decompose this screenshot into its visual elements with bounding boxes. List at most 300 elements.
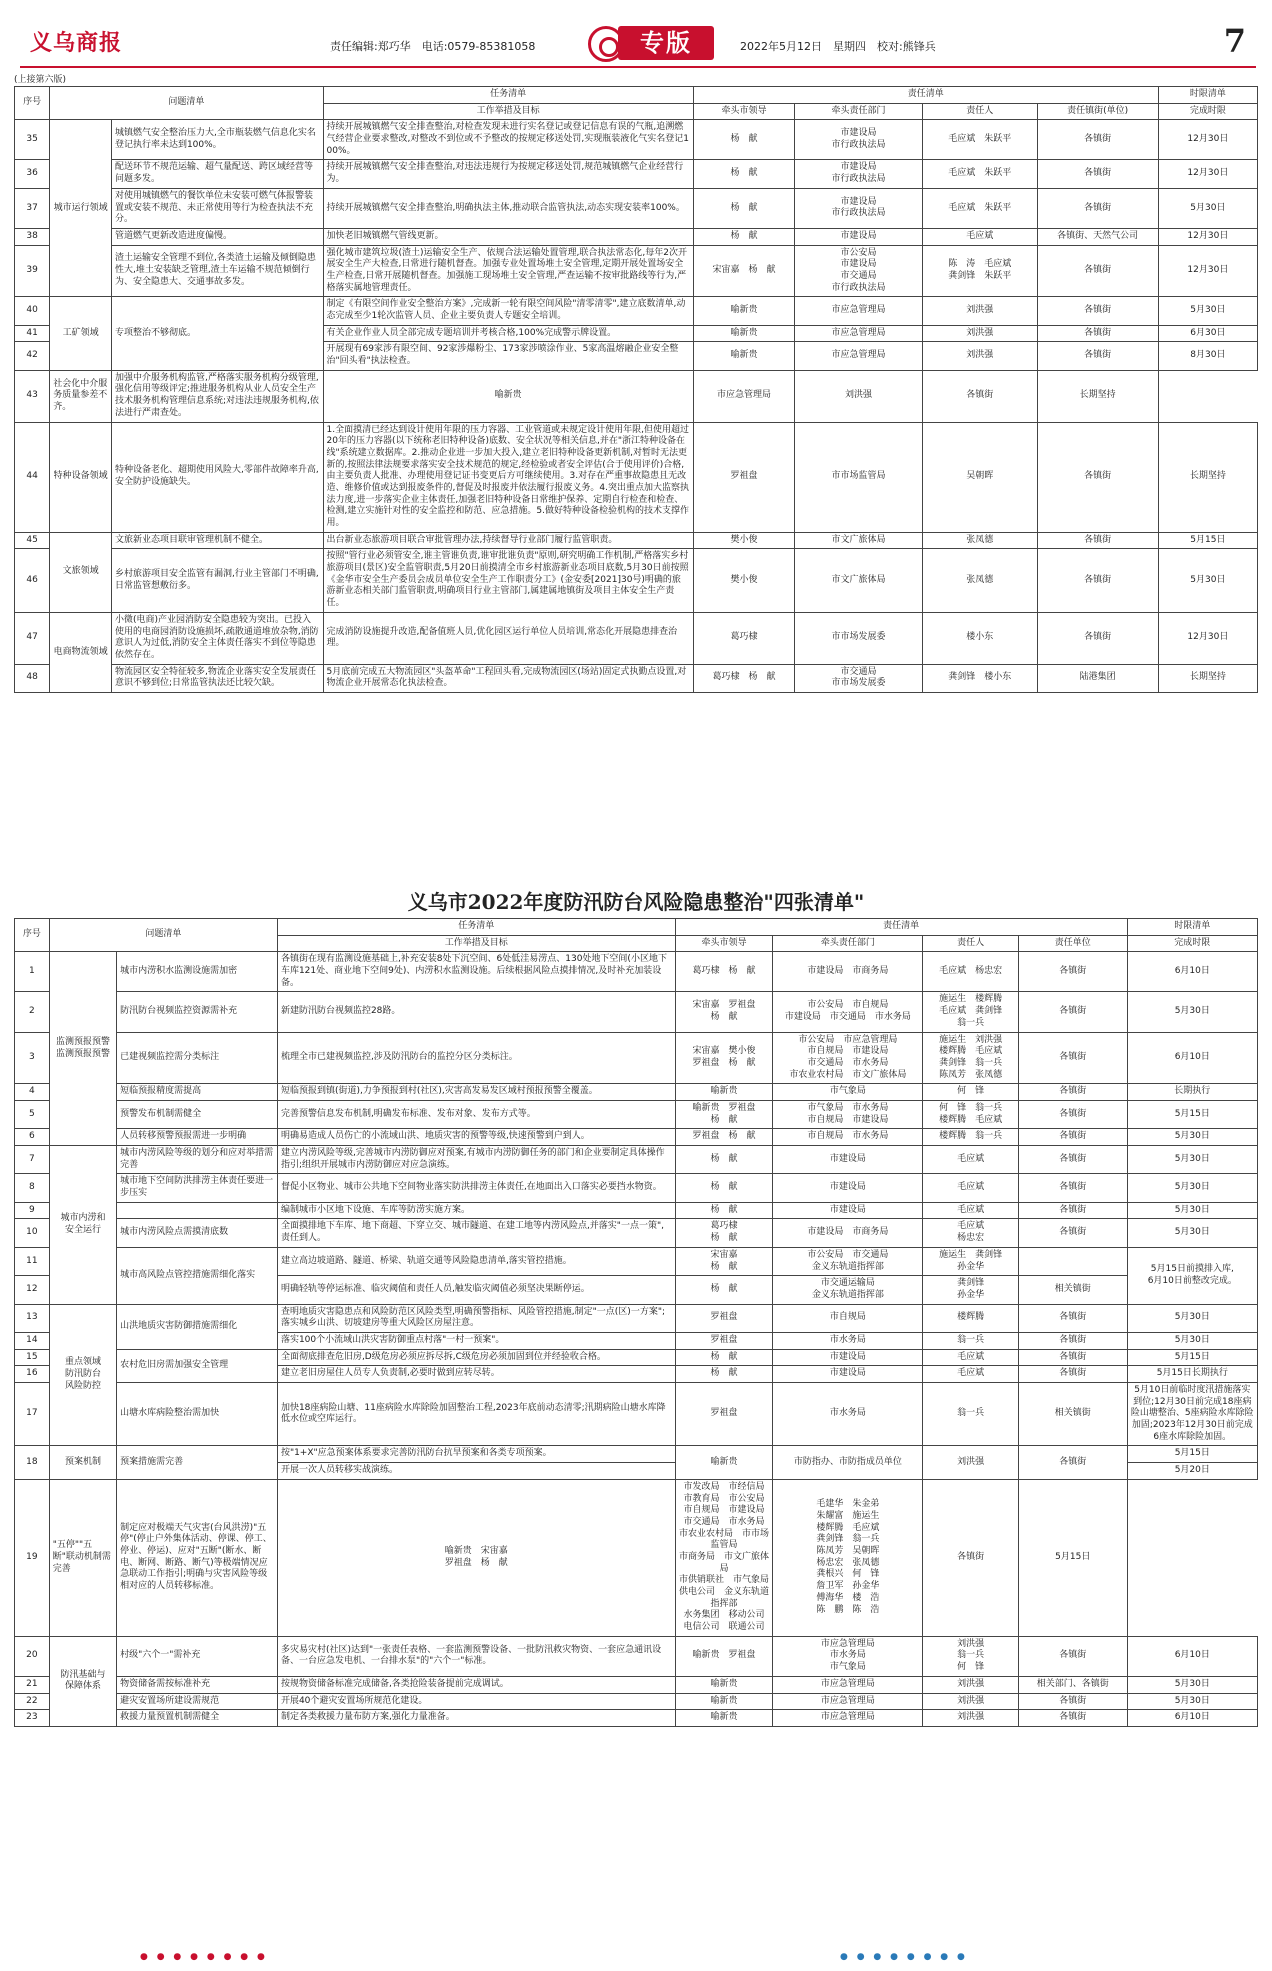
continued-note: (上接第六版)	[14, 75, 67, 85]
col-task: 任务清单	[277, 919, 675, 936]
col-task-sub: 工作举措及目标	[323, 103, 693, 120]
row-lead: 喻新贵	[693, 297, 794, 325]
row-number: 47	[15, 612, 50, 664]
section-title: 义乌市2022年度防汛防台风险隐患整治"四张清单"	[407, 890, 865, 914]
row-number: 17	[15, 1383, 50, 1446]
row-problem: 社会化中介服务质量参差不齐。	[50, 370, 112, 422]
row-measure: 建立老旧房屋住人员专人负责制,必要时做到应转尽转。	[277, 1366, 675, 1383]
table-row	[15, 1693, 1258, 1710]
row-problem: 小微(电商)产业园消防安全隐患较为突出。已投入使用的电商园消防设施损坏,疏散通道堆放杂物,消防意识人为过低,消防安全主体责任落实不到位等隐患依然存在。	[111, 612, 323, 664]
row-time: 12月30日	[1158, 120, 1257, 160]
masthead	[20, 18, 1256, 68]
row-person: 施运生 龚剑锋 孙金华	[923, 1247, 1019, 1275]
table-row	[15, 1219, 1258, 1247]
row-person: 刘洪强	[923, 1676, 1019, 1693]
row-problem: 文旅新业态项目联审管理机制不健全。	[111, 532, 323, 549]
row-unit: 相关镇街	[1018, 1276, 1127, 1304]
row-time: 5月30日	[1127, 1202, 1257, 1219]
row-unit: 各镇街	[1018, 1174, 1127, 1202]
row-number: 9	[15, 1202, 50, 1219]
row-person: 刘洪强	[922, 297, 1037, 325]
row-problem: 专项整治不够彻底。	[111, 297, 323, 370]
row-lead: 杨 献	[675, 1366, 773, 1383]
row-problem: 山洪地质灾害防御措施需细化	[117, 1304, 278, 1349]
table-row	[15, 1349, 1258, 1366]
row-number: 48	[15, 664, 50, 692]
row-time: 5月30日	[1127, 1174, 1257, 1202]
col-person: 责任人	[923, 935, 1019, 952]
row-dept: 市建设局 市商务局	[773, 1219, 923, 1247]
table-row	[15, 549, 1258, 612]
row-time: 6月10日	[1127, 952, 1257, 992]
row-number: 21	[15, 1676, 50, 1693]
row-time: 5月30日	[1127, 1146, 1257, 1174]
row-number: 11	[15, 1247, 50, 1275]
col-dept: 牵头责任部门	[773, 935, 923, 952]
page-number: 7	[1223, 22, 1246, 60]
row-lead: 宋宙嘉 樊小俊 罗祖盘 杨 献	[675, 1032, 773, 1084]
row-measure: 加强中介服务机构监管,严格落实服务机构分级管理,强化信用等级评定;推进服务机构从业人员安全生产技术服务机构管理信息系统;对违法违规服务机构,依法进行严肃查处。	[111, 370, 323, 422]
row-number: 43	[15, 370, 50, 422]
row-number: 39	[15, 245, 50, 297]
row-number: 23	[15, 1710, 50, 1727]
row-lead: 喻新贵	[675, 1676, 773, 1693]
row-dept: 市交通局 市市场发展委	[795, 664, 923, 692]
row-unit: 相关镇街	[1018, 1383, 1127, 1446]
row-problem: 管道燃气更新改造进度偏慢。	[111, 228, 323, 245]
col-resp: 责任清单	[675, 919, 1127, 936]
row-number: 35	[15, 120, 50, 160]
row-time: 12月30日	[1158, 160, 1257, 188]
row-person: 刘洪强	[923, 1693, 1019, 1710]
row-category: 城市运行领域	[50, 120, 112, 297]
footer-dots-icon: ● ● ● ● ● ● ● ●	[140, 1952, 268, 1962]
row-person: 毛应斌	[923, 1202, 1019, 1219]
row-problem: 救援力量预置机制需健全	[117, 1710, 278, 1727]
row-category: 电商物流领域	[50, 612, 112, 692]
row-person: 刘洪强	[923, 1710, 1019, 1727]
table-row	[15, 1100, 1258, 1128]
row-measure: 新建防汛防台视频监控28路。	[277, 992, 675, 1032]
row-measure: 制定应对极端天气灾害(台风洪涝)"五停"(停止户外集体活动、停课、停工、停业、停运)、应对"五断"(断水、断电、断网、断路、断气)等极端情况应急联动工作指引;明确与灾害风险等级相对应的人员转移标准。	[117, 1479, 278, 1636]
row-measure: 全面摸排地下车库、地下商超、下穿立交、城市隧道、在建工地等内涝风险点,并落实"一点一策",责任到人。	[277, 1219, 675, 1247]
table-row	[15, 1383, 1258, 1446]
row-time: 12月30日	[1158, 228, 1257, 245]
row-lead: 宋宙嘉 杨 献	[675, 1247, 773, 1275]
row-dept: 市自规局	[773, 1304, 923, 1332]
table-row	[15, 1247, 1258, 1275]
row-unit: 各镇街	[1018, 1693, 1127, 1710]
row-person: 张凤德	[922, 549, 1037, 612]
row-lead: 喻新贵	[323, 370, 693, 422]
row-problem: 对使用城镇燃气的餐饮单位未安装可燃气体报警装置或安装不规范、未正常使用等行为检查执法不充分。	[111, 188, 323, 228]
row-time: 5月30日	[1158, 297, 1257, 325]
row-measure: 查明地质灾害隐患点和风险防范区风险类型,明确预警指标、风险管控措施,制定"一点(区)一方案";落实城乡山洪、切坡建房等重大风险区房屋注意。	[277, 1304, 675, 1332]
row-lead: 杨 献	[693, 120, 794, 160]
row-unit: 各镇街、天然气公司	[1037, 228, 1158, 245]
row-measure: 持续开展城镇燃气安全排查整治,明确执法主体,推动联合监管执法,动态实现安装率100%。	[323, 188, 693, 228]
row-measure: 开展现有69家涉有限空间、92家涉爆粉尘、173家涉喷涂作业、5家高温熔融企业安全整治"回头看"执法检查。	[323, 342, 693, 370]
row-dept: 市水务局	[773, 1383, 923, 1446]
row-person: 毛应斌 朱跃平	[922, 188, 1037, 228]
row-person: 翁一兵	[923, 1383, 1019, 1446]
row-unit	[1018, 1247, 1127, 1275]
row-measure: 全面彻底排查危旧房,D级危房必须应拆尽拆,C级危房必须加固到位并经验收合格。	[277, 1349, 675, 1366]
row-problem: 城市内涝积水监测设施需加密	[117, 952, 278, 992]
row-unit: 各镇街	[1018, 1100, 1127, 1128]
row-lead: 杨 献	[693, 188, 794, 228]
row-problem: 已建视频监控需分类标注	[117, 1032, 278, 1084]
row-measure: 有关企业作业人员全部完成专题培训并考核合格,100%完成警示牌设置。	[323, 325, 693, 342]
safety-table	[14, 86, 1258, 693]
row-dept: 市气象局	[773, 1084, 923, 1101]
row-person: 张凤德	[922, 532, 1037, 549]
row-dept: 市应急管理局	[773, 1710, 923, 1727]
row-unit: 各镇街	[1018, 1332, 1127, 1349]
table-row	[15, 992, 1258, 1032]
row-unit: 各镇街	[1037, 160, 1158, 188]
row-unit: 各镇街	[1037, 422, 1158, 532]
row-dept: 市建设局 市商务局	[773, 952, 923, 992]
row-person: 毛建华 朱金弟 朱耀富 施运生 楼辉腾 毛应斌 龚剑锋 翁一兵 陈凤芳 吴朝晖 杨忠宏 张凤德 龚根兴 何 锋 詹卫军 孙金华 傅海华 楼 浩 陈 鹏 陈 浩	[773, 1479, 923, 1636]
row-lead: 喻新贵	[675, 1084, 773, 1101]
row-number: 1	[15, 952, 50, 992]
row-number: 44	[15, 422, 50, 532]
row-category: 特种设备领域	[50, 422, 112, 532]
row-unit: 各镇街	[1018, 952, 1127, 992]
row-problem: 预警发布机制需健全	[117, 1100, 278, 1128]
row-category: 工矿领域	[50, 297, 112, 370]
row-problem: 特种设备老化、超期使用风险大,零部件故障率升高,安全防护设施缺失。	[111, 422, 323, 532]
row-unit: 各镇街	[1037, 188, 1158, 228]
row-number: 14	[15, 1332, 50, 1349]
row-dept: 市建设局 市行政执法局	[795, 160, 923, 188]
row-person: 陈 涛 毛应斌 龚剑锋 朱跃平	[922, 245, 1037, 297]
row-measure: 持续开展城镇燃气安全排查整治,对违法违规行为按规定移送处罚,规范城镇燃气企业经营行为。	[323, 160, 693, 188]
row-person: 毛应斌 杨忠宏	[923, 1219, 1019, 1247]
row-measure: 1.全面摸清已经达到设计使用年限的压力容器、工业管道或未规定设计使用年限,但使用超过20年的压力容器(以下统称老旧特种设备)底数、安全状况等相关信息,并在"浙江特种设备在线"系统建立数据库。2.推动企业进一步加大投入,建立老旧特种设备更新机制,对暂时无法更新的,按照法律法规要求落实安全技术规范的规定,经检验或者安全评估(合于使用评价)合格,由主要负责人批准、办理使用登记证书变更后方可继续使用。3.对存在严重事故隐患且无改造、维修价值或达到报废条件的,督促及时报废并依法履行报废义务。4.突出重点加大监察执法力度,进一步落实企业主体责任,加强老旧特种设备日常维护保养、定期自行检查和检查、检测,建立实施针对性的安全监控和防范、应急措施。5.做好特种设备检验机构的技术支撑作用。	[323, 422, 693, 532]
row-number: 40	[15, 297, 50, 325]
row-measure: 督促小区物业、城市公共地下空间物业落实防洪排涝主体责任,在地面出入口落实必要挡水物资。	[277, 1174, 675, 1202]
row-lead: 罗祖盘	[675, 1383, 773, 1446]
row-measure: 落实100个小流域山洪灾害防御重点村落"一村一预案"。	[277, 1332, 675, 1349]
row-dept: 市建设局 市行政执法局	[795, 120, 923, 160]
row-unit: 各镇街	[1018, 1084, 1127, 1101]
col-resp: 责任清单	[693, 87, 1158, 104]
row-problem: 村级"六个一"需补充	[117, 1636, 278, 1676]
row-unit: 各镇街	[1018, 1446, 1127, 1479]
row-dept: 市应急管理局	[773, 1676, 923, 1693]
col-no: 序号	[15, 919, 50, 952]
col-problem: 问题清单	[49, 919, 277, 952]
row-time: 5月15日前摸排入库, 6月10日前整改完成。	[1127, 1247, 1257, 1304]
row-unit: 各镇街	[1037, 342, 1158, 370]
row-lead: 杨 献	[675, 1202, 773, 1219]
row-dept: 市应急管理局	[795, 325, 923, 342]
row-dept: 市建设局	[773, 1349, 923, 1366]
row-time: 8月30日	[1158, 342, 1257, 370]
col-lead: 牵头市领导	[675, 935, 773, 952]
row-number: 6	[15, 1129, 50, 1146]
row-lead: 喻新贵 罗祖盘	[675, 1636, 773, 1676]
table-row	[15, 297, 1258, 325]
row-number: 22	[15, 1693, 50, 1710]
row-problem: 城市内涝风险等级的划分和应对举措需完善	[117, 1146, 278, 1174]
row-problem: 乡村旅游项目安全监管有漏洞,行业主管部门不明确,日常监管想敷衍多。	[111, 549, 323, 612]
row-person: 施运生 刘洪强 楼辉腾 毛应斌 龚剑锋 翁一兵 陈凤芳 张凤德	[923, 1032, 1019, 1084]
row-dept: 市应急管理局	[693, 370, 794, 422]
row-number: 16	[15, 1366, 50, 1383]
table-row	[15, 1446, 1258, 1463]
row-lead: 宋宙嘉 罗祖盘 杨 献	[675, 992, 773, 1032]
row-measure: 加快老旧城镇燃气管线更新。	[323, 228, 693, 245]
row-person: 毛应斌 朱跃平	[922, 160, 1037, 188]
row-lead: 罗祖盘	[675, 1332, 773, 1349]
table-row	[15, 664, 1258, 692]
row-person: 毛应斌 朱跃平	[922, 120, 1037, 160]
row-problem: 城市内涝风险点需摸清底数	[117, 1219, 278, 1247]
row-person: 何 锋	[923, 1084, 1019, 1101]
row-person: 何 锋 翁一兵 楼辉腾 毛应斌	[923, 1100, 1019, 1128]
table-row	[15, 1304, 1258, 1332]
row-problem: 配送环节不规范运输、超气量配送、跨区域经营等问题多发。	[111, 160, 323, 188]
row-problem: 物流园区安全特征较多,物流企业落实安全发展责任意识不够到位;日常监管执法还比较欠缺。	[111, 664, 323, 692]
row-measure: 加快18座病险山塘、11座病险水库除险加固整治工程,2023年底前动态清零;汛期病险山塘水库降低水位或空库运行。	[277, 1383, 675, 1446]
row-time: 5月30日	[1127, 992, 1257, 1032]
row-unit: 各镇街	[1037, 297, 1158, 325]
table-row	[15, 532, 1258, 549]
row-time: 5月30日	[1127, 1129, 1257, 1146]
row-person: 刘洪强	[922, 342, 1037, 370]
row-time: 长期坚持	[1037, 370, 1158, 422]
row-number: 38	[15, 228, 50, 245]
row-time: 6月10日	[1127, 1710, 1257, 1727]
flood-table	[14, 918, 1258, 1727]
row-measure: 明确轻轨等停运标准、临灾阈值和责任人员,触发临灾阈值必须坚决果断停运。	[277, 1276, 675, 1304]
table-row	[15, 1636, 1258, 1676]
row-lead: 葛巧棣 杨 献	[675, 952, 773, 992]
table-row	[15, 1710, 1258, 1727]
row-unit: 各镇街	[1018, 1032, 1127, 1084]
row-person: 龚剑锋 楼小东	[922, 664, 1037, 692]
row-time: 12月30日	[1158, 612, 1257, 664]
row-lead: 喻新贵 罗祖盘 杨 献	[675, 1100, 773, 1128]
row-unit: 各镇街	[1018, 1349, 1127, 1366]
row-number: 10	[15, 1219, 50, 1247]
table-row	[15, 188, 1258, 228]
row-lead: 宋宙嘉 杨 献	[693, 245, 794, 297]
row-person: 吴朝晖	[922, 422, 1037, 532]
row-unit: 各镇街	[923, 1479, 1019, 1636]
row-unit: 各镇街	[1018, 1636, 1127, 1676]
row-lead: 樊小俊	[693, 532, 794, 549]
row-lead: 喻新贵	[675, 1693, 773, 1710]
row-dept: 市公安局 市交通局 金义东轨道指挥部	[773, 1247, 923, 1275]
col-time-sub: 完成时限	[1127, 935, 1257, 952]
row-measure: 开展40个避灾安置场所规范化建设。	[277, 1693, 675, 1710]
row-time: 5月30日	[1127, 1676, 1257, 1693]
row-person: 刘洪强 翁一兵 何 锋	[923, 1636, 1019, 1676]
row-category: 文旅领域	[50, 532, 112, 612]
row-problem: 城市地下空间防洪排涝主体责任要进一步压实	[117, 1174, 278, 1202]
row-measure: 强化城市建筑垃圾(渣土)运输安全生产、依规合法运输处置管理,联合执法常态化,每年2次开展安全生产大检查,日常进行随机督查。加强专业处置场堆土安全管理,定期开展处置场安全生产检查,日常开展随机督查。加强施工现场堆土安全管理,严查运输不按审批路线等行为,严格落实属地管理责任。	[323, 245, 693, 297]
row-time: 5月15日	[1127, 1100, 1257, 1128]
row-time: 长期坚持	[1158, 664, 1257, 692]
row-measure: 建立内涝风险等级,完善城市内涝防御应对预案,有城市内涝防御任务的部门和企业要制定具体操作指引;组织开展城市内涝防御应对应急演练。	[277, 1146, 675, 1174]
row-number: 13	[15, 1304, 50, 1332]
row-number: 19	[15, 1479, 50, 1636]
row-lead: 罗祖盘	[693, 422, 794, 532]
row-number: 41	[15, 325, 50, 342]
table-row	[15, 370, 1258, 422]
row-dept: 市应急管理局	[773, 1693, 923, 1710]
row-dept: 市市场发展委	[795, 612, 923, 664]
row-dept: 市应急管理局 市水务局 市气象局	[773, 1636, 923, 1676]
row-measure: 梳理全市已建视频监控,涉及防汛防台的监控分区分类标注。	[277, 1032, 675, 1084]
row-person: 毛应斌	[923, 1146, 1019, 1174]
row-time: 5月15日	[1127, 1446, 1257, 1463]
row-time: 5月30日	[1158, 549, 1257, 612]
row-time: 5月30日	[1127, 1304, 1257, 1332]
row-number: 15	[15, 1349, 50, 1366]
row-measure: 完成消防设施提升改造,配备值班人员,优化园区运行单位人员培训,常态化开展隐患排查治理。	[323, 612, 693, 664]
row-problem: 城镇燃气安全整治压力大,全市瓶装燃气信息化实名登记执行率未达到100%。	[111, 120, 323, 160]
table-row	[15, 228, 1258, 245]
row-problem: 农村危旧房需加强安全管理	[117, 1349, 278, 1382]
row-person: 刘洪强	[922, 325, 1037, 342]
row-number: 12	[15, 1276, 50, 1304]
row-number: 2	[15, 992, 50, 1032]
row-dept: 市文广旅体局	[795, 549, 923, 612]
row-lead: 喻新贵	[693, 325, 794, 342]
col-unit: 责任镇街(单位)	[1037, 103, 1158, 120]
row-dept: 市公安局 市自规局 市建设局 市交通局 市水务局	[773, 992, 923, 1032]
row-number: 18	[15, 1446, 50, 1479]
row-time: 6月10日	[1127, 1636, 1257, 1676]
row-time: 5月15日	[1127, 1349, 1257, 1366]
row-person: 楼辉腾 翁一兵	[923, 1129, 1019, 1146]
col-task-sub: 工作举措及目标	[277, 935, 675, 952]
row-number: 3	[15, 1032, 50, 1084]
row-measure: 制定各类救援力量布防方案,强化力量准备。	[277, 1710, 675, 1727]
row-person: 施运生 楼辉腾 毛应斌 龚剑锋 翁一兵	[923, 992, 1019, 1032]
row-time: 5月15日	[1158, 532, 1257, 549]
col-person: 责任人	[922, 103, 1037, 120]
table-row	[15, 422, 1258, 532]
special-edition-badge	[588, 24, 718, 62]
row-category: 监测预报预警 监测预报预警	[49, 952, 116, 1146]
row-measure: 完善预警信息发布机制,明确发布标准、发布对象、发布方式等。	[277, 1100, 675, 1128]
row-measure: 5月底前完成五大物流园区"头盔革命"工程回头看,完成物流园区(场站)固定式执勤点设置,对物流企业开展常态化执法检查。	[323, 664, 693, 692]
row-time: 6月10日	[1127, 1032, 1257, 1084]
col-dept: 牵头责任部门	[795, 103, 923, 120]
row-unit: 相关部门、各镇街	[1018, 1676, 1127, 1693]
row-person: 毛应斌	[923, 1349, 1019, 1366]
row-category: 防汛基础与 保障体系	[49, 1636, 116, 1726]
table-row	[15, 1174, 1258, 1202]
row-person: 毛应斌	[923, 1366, 1019, 1383]
row-dept: 市应急管理局	[795, 297, 923, 325]
row-time: 长期执行	[1127, 1084, 1257, 1101]
row-time: 12月30日	[1158, 245, 1257, 297]
row-unit: 各镇街	[1018, 992, 1127, 1032]
row-unit: 各镇街	[1037, 612, 1158, 664]
row-number: 42	[15, 342, 50, 370]
row-dept: 市建设局	[795, 228, 923, 245]
row-unit: 各镇街	[1018, 1202, 1127, 1219]
row-number: 5	[15, 1100, 50, 1128]
col-time: 时限清单	[1127, 919, 1257, 936]
row-problem: 防汛防台视频监控资源需补充	[117, 992, 278, 1032]
table-row	[15, 612, 1258, 664]
newspaper-logo: 义乌商报	[30, 30, 123, 56]
row-measure: 编制城市小区地下设施、车库等防涝实施方案。	[277, 1202, 675, 1219]
row-category: 重点领域 防汛防台 风险防控	[49, 1304, 116, 1446]
row-measure: 多灾易灾村(社区)达到"一张责任表格、一套监测预警设备、一批防汛救灾物资、一套应急通讯设备、一台应急发电机、一台排水泵"的"六个一"标准。	[277, 1636, 675, 1676]
row-lead: 杨 献	[675, 1146, 773, 1174]
row-person: 毛应斌	[922, 228, 1037, 245]
row-unit: 各镇街	[922, 370, 1037, 422]
table-row	[15, 245, 1258, 297]
col-time: 时限清单	[1158, 87, 1257, 104]
row-time: 5月30日	[1158, 188, 1257, 228]
col-time-sub: 完成时限	[1158, 103, 1257, 120]
row-unit: 各镇街	[1037, 532, 1158, 549]
editor-info: 责任编辑:郑巧华 电话:0579-85381058	[330, 40, 536, 53]
row-person: 楼辉腾	[923, 1304, 1019, 1332]
row-dept: 市市场监管局	[795, 422, 923, 532]
row-person: 刘洪强	[795, 370, 923, 422]
table-row	[15, 1129, 1258, 1146]
row-dept: 市建设局	[773, 1146, 923, 1174]
row-dept: 市公安局 市应急管理局 市自规局 市建设局 市交通局 市水务局 市农业农村局 市文广旅体局	[773, 1032, 923, 1084]
date-info: 2022年5月12日 星期四 校对:熊锋兵	[740, 40, 936, 53]
row-unit: 各镇街	[1037, 120, 1158, 160]
table-row	[15, 1084, 1258, 1101]
row-dept: 市水务局	[773, 1332, 923, 1349]
row-problem: 避灾安置场所建设需规范	[117, 1693, 278, 1710]
row-dept: 市建设局	[773, 1366, 923, 1383]
row-lead: 杨 献	[675, 1349, 773, 1366]
row-time: 6月30日	[1158, 325, 1257, 342]
row-number: 36	[15, 160, 50, 188]
row-time: 5月30日	[1127, 1693, 1257, 1710]
row-person: 毛应斌	[923, 1174, 1019, 1202]
row-unit: 各镇街	[1018, 1129, 1127, 1146]
row-time: 长期坚持	[1158, 422, 1257, 532]
row-dept: 市公安局 市建设局 市交通局 市行政执法局	[795, 245, 923, 297]
row-lead: 葛巧棣	[693, 612, 794, 664]
row-category: 城市内涝和 安全运行	[49, 1146, 116, 1305]
row-dept: 市自规局 市水务局	[773, 1129, 923, 1146]
table-row	[15, 1676, 1258, 1693]
table-row	[15, 952, 1258, 992]
row-lead: 罗祖盘 杨 献	[675, 1129, 773, 1146]
row-measure: 持续开展城镇燃气安全排查整治,对检查发现未进行实名登记或登记信息有误的气瓶,追溯燃气经营企业要求整改,对整改不到位或不予整改的按规定移送处罚,实现瓶装液化气实名登记100%。	[323, 120, 693, 160]
row-lead: 喻新贵 宋宙嘉 罗祖盘 杨 献	[277, 1479, 675, 1636]
row-problem: 人员转移预警预报需进一步明确	[117, 1129, 278, 1146]
table-row	[15, 1479, 1258, 1636]
footer-dots-icon: ● ● ● ● ● ● ● ●	[840, 1952, 968, 1962]
col-unit: 责任单位	[1018, 935, 1127, 952]
row-number: 20	[15, 1636, 50, 1676]
row-measure: 各镇街在现有监测设施基础上,补充安装8处下沉空间、6处低洼易涝点、130处地下空间(小区地下车库121处、商业地下空间9处)、内涝积水监测设施。后续根据风险点摸排情况,及时补充加装设备。	[277, 952, 675, 992]
row-number: 45	[15, 532, 50, 549]
table-row	[15, 160, 1258, 188]
row-problem: 山塘水库病险整治需加快	[117, 1383, 278, 1446]
row-dept: 市交通运输局 金义东轨道指挥部	[773, 1276, 923, 1304]
row-category: 预案机制	[49, 1446, 116, 1479]
